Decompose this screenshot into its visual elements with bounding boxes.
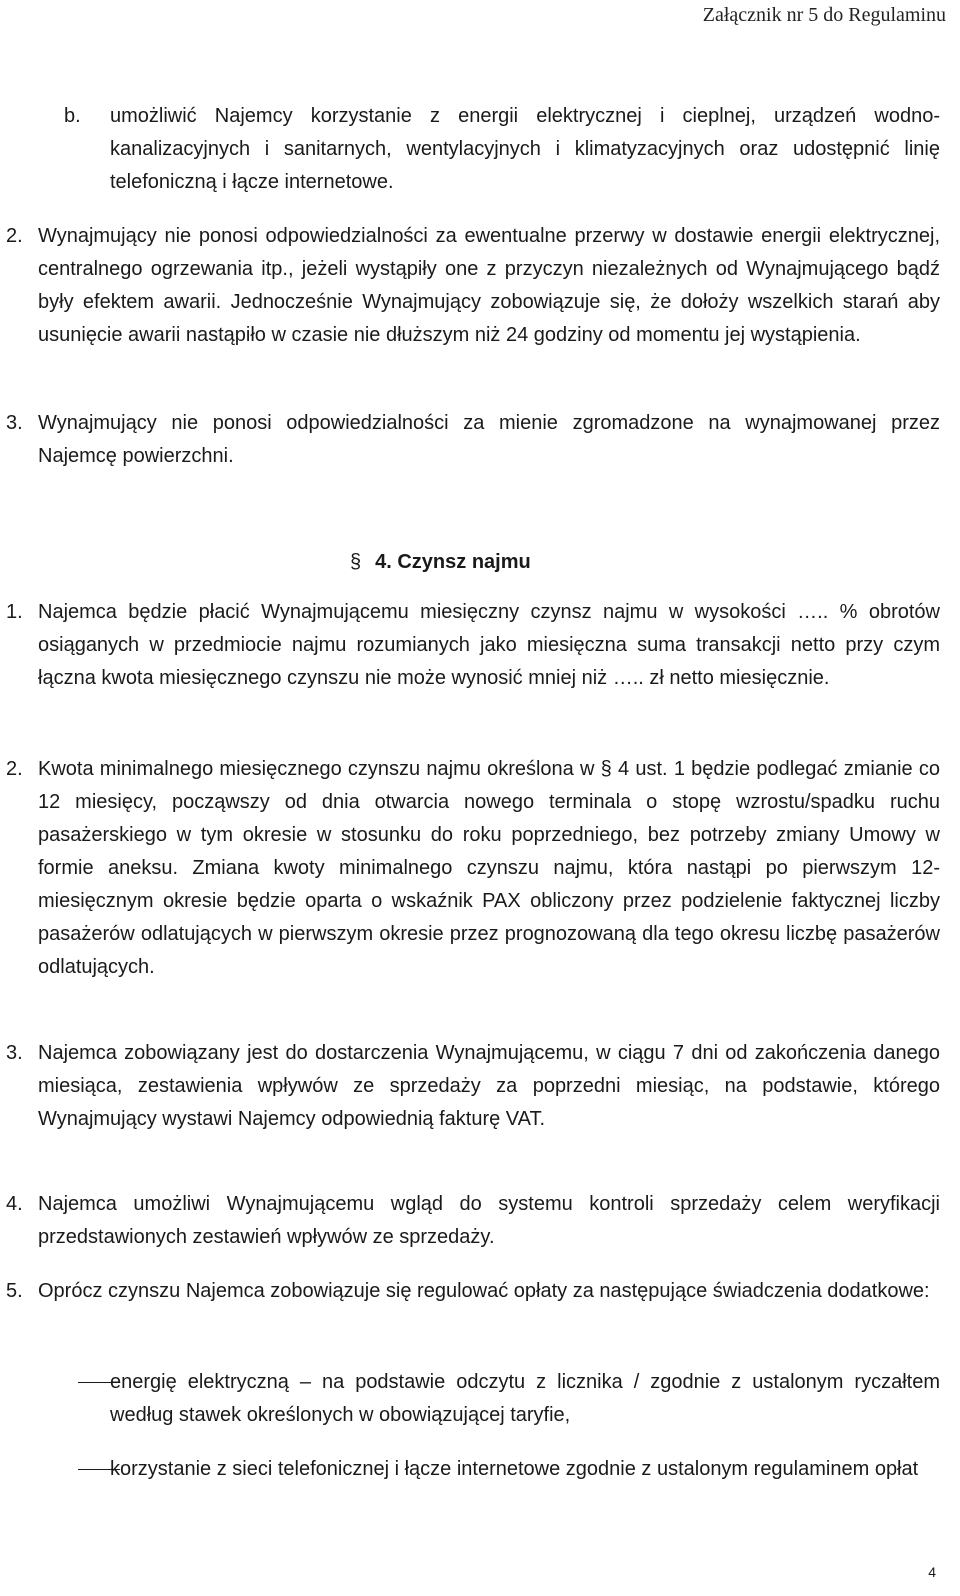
page-number: 4 <box>928 1564 936 1580</box>
dash-item-electricity: energię elektryczną – na podstawie odczytu z licznika / zgodnie z ustalonym ryczałtem według stawek określonych w obowiązującej taryfie, <box>110 1371 940 1426</box>
section4-item-4-text: Najemca umożliwi Wynajmującemu wgląd do systemu kontroli sprzedaży celem weryfikacji przedstawionych zestawień wpływów ze sprzedaży. <box>38 1193 940 1248</box>
section4-item-4-label: 4. <box>6 1193 23 1215</box>
item-3-text: Wynajmujący nie ponosi odpowiedzialności za mienie zgromadzone na wynajmowanej przez Najemcę powierzchni. <box>38 412 940 467</box>
section4-item-1-text: Najemca będzie płacić Wynajmującemu miesięczny czynsz najmu w wysokości ….. % obrotów osiąganych w przedmiocie najmu rozumianych jako miesięczna suma transakcji netto przy czym łączna kwota miesięcznego czynszu nie może wynosić mniej niż ….. zł netto miesięcznie. <box>38 601 940 689</box>
dash-item-telephone: korzystanie z sieci telefonicznej i łącze internetowe zgodnie z ustalonym regulaminem opłat <box>110 1458 919 1480</box>
page-header-title: Załącznik nr 5 do Regulaminu <box>702 4 946 26</box>
section4-item-3-label: 3. <box>6 1042 23 1064</box>
section4-item-1-label: 1. <box>6 601 23 623</box>
item-b-text: umożliwić Najemcy korzystanie z energii elektrycznej i cieplnej, urządzeń wodno-kanalizacyjnych i sanitarnych, wentylacyjnych i klimatyzacyjnych oraz udostępnić linię telefoniczną i łącze internetowe. <box>110 105 940 193</box>
section4-item-5-label: 5. <box>6 1280 23 1302</box>
section4-item-2-text: Kwota minimalnego miesięcznego czynszu najmu określona w § 4 ust. 1 będzie podlegać zmianie co 12 miesięcy, począwszy od dnia otwarcia nowego terminala o stopę wzrostu/spadku ruchu pasażerskiego w tym okresie w stosunku do roku poprzedniego, bez potrzeby zmiany Umowy w formie aneksu. Zmiana kwoty minimalnego czynszu najmu, która nastąpi po pierwszym 12-miesięcznym okresie będzie oparta o wskaźnik PAX obliczony przez podzielenie faktycznej liczby pasażerów odlatujących w pierwszym okresie przez prognozowaną dla tego okresu liczbę pasażerów odlatujących. <box>38 758 940 978</box>
item-2-label: 2. <box>6 225 23 247</box>
section4-item-5-text: Oprócz czynszu Najemca zobowiązuje się regulować opłaty za następujące świadczenia dodatkowe: <box>38 1280 930 1302</box>
item-b-label: b. <box>64 105 81 127</box>
item-3-label: 3. <box>6 412 23 434</box>
section4-item-2-label: 2. <box>6 758 23 780</box>
section-heading <box>350 546 531 579</box>
item-2-text: Wynajmujący nie ponosi odpowiedzialności za ewentualne przerwy w dostawie energii elektrycznej, centralnego ogrzewania itp., jeżeli wystąpiły one z przyczyn niezależnych od Wynajmującego bądź były efektem awarii. Jednocześnie Wynajmujący zobowiązuje się, że dołoży wszelkich starań aby usunięcie awarii nastąpiło w czasie nie dłuższym niż 24 godziny od momentu jej wystąpienia. <box>38 225 940 346</box>
section4-item-3-text: Najemca zobowiązany jest do dostarczenia Wynajmującemu, w ciągu 7 dni od zakończenia danego miesiąca, zestawienia wpływów ze sprzedaży za poprzedni miesiąc, na podstawie, którego Wynajmujący wystawi Najemcy odpowiednią fakturę VAT. <box>38 1042 940 1130</box>
section-symbol-icon: § <box>350 551 362 573</box>
section-title: 4. Czynsz najmu <box>375 551 531 573</box>
